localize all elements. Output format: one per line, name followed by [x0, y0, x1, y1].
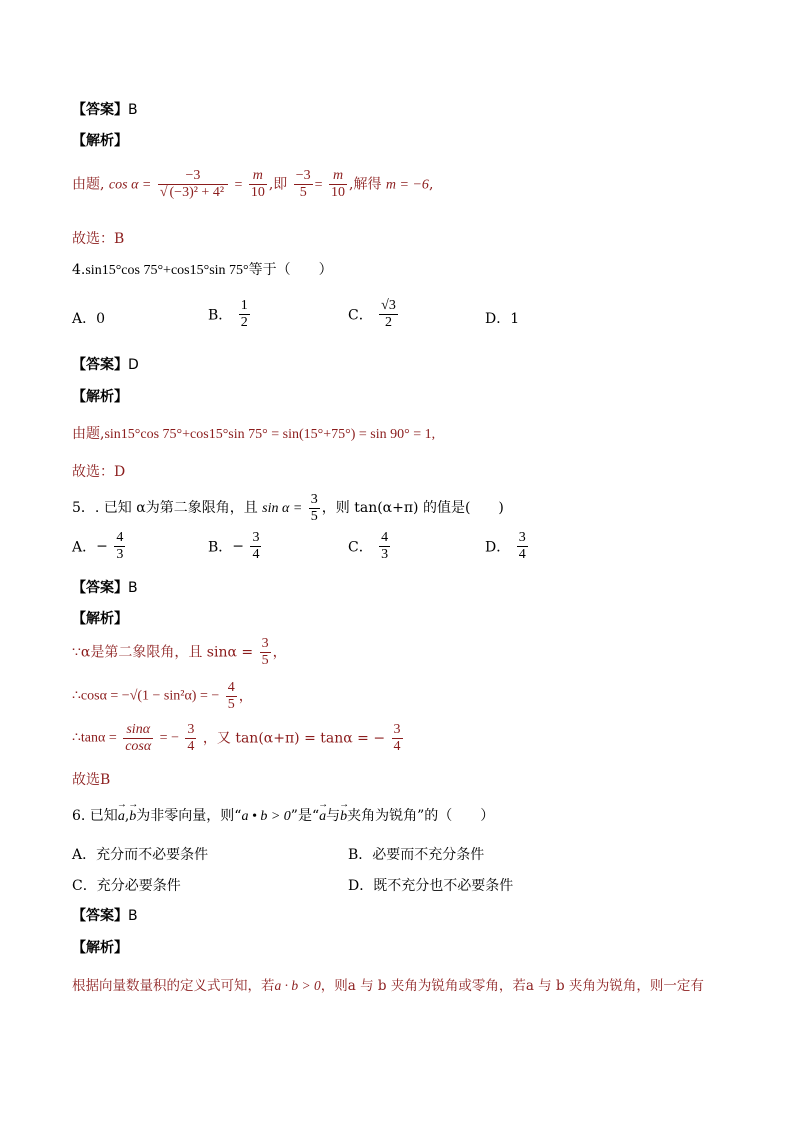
fraction-num: −3: [295, 168, 311, 183]
option-fraction: [379, 530, 390, 563]
q6-option-d: [348, 875, 513, 895]
fraction-den: 5: [310, 508, 318, 524]
fraction-num: sinα: [126, 722, 151, 737]
fraction-den: √ (−3)² + 4²: [158, 184, 228, 201]
fraction-den: 4: [187, 739, 195, 754]
q5-line3: [72, 722, 405, 755]
fraction-num: 1: [240, 298, 248, 313]
fraction-num: 4: [381, 530, 389, 545]
fraction-den: 4: [393, 739, 401, 754]
option-label: B．: [348, 847, 373, 863]
line-tail: ，: [238, 688, 253, 705]
vector-b: → b: [340, 807, 347, 827]
conj-text: ,即: [268, 176, 288, 193]
q4-stem: [72, 260, 333, 281]
line-text: ∴tanα =: [72, 730, 117, 746]
q5-option-b: [208, 530, 263, 563]
fraction-num: 3: [261, 636, 269, 651]
q5-stem: [72, 488, 504, 528]
answer-value: D: [128, 357, 139, 373]
answer-tag: 【答案】: [72, 908, 128, 924]
fraction-neg3-5: [294, 168, 313, 201]
q6-answer-line: [72, 906, 138, 926]
fraction-num: 4: [116, 530, 124, 545]
line-text: ∴cosα = −√(1 − sin²α) = −: [72, 688, 220, 704]
option-text: 充分而不必要条件: [96, 847, 209, 863]
option-value: 0: [96, 311, 106, 327]
stem-tail: 夹角为锐角”的（ ）: [347, 808, 495, 824]
stem-yu: 与: [326, 808, 341, 824]
solution-expr: sin15°cos 75°+cos15°sin 75° = sin(15°+75°) = sin 90° = 1,: [104, 427, 436, 442]
vector-b: → b: [129, 807, 136, 827]
option-fraction: [114, 530, 125, 563]
solution-intro: 由题,: [72, 176, 105, 193]
option-text: 既不充分也不必要条件: [373, 878, 514, 894]
stem-text: 6. 已知: [72, 808, 118, 824]
analysis-text: 根据向量数量积的定义式可知，若: [72, 978, 275, 994]
fraction-den: 5: [294, 184, 313, 201]
q5-option-c: [348, 530, 392, 563]
line-text: ∵α是第二象限角，且 sinα =: [72, 644, 254, 661]
line-fraction: [260, 636, 271, 669]
dot-expr: a • b > 0: [241, 809, 291, 824]
stem-tail: ，则 tan(α+π) 的值是( ): [321, 500, 504, 516]
option-value: 1: [510, 311, 520, 327]
q3-choose: 故选：B: [72, 231, 125, 247]
line-tail: ，: [272, 644, 287, 661]
vector-a: → a: [319, 807, 326, 827]
option-label: C．: [348, 307, 373, 324]
option-label: A．: [72, 311, 97, 327]
q6-option-c: [72, 875, 181, 895]
line-fraction-c: [392, 722, 403, 755]
stem-expr: sin15°cos 75°+cos15°sin 75°: [85, 263, 249, 278]
answer-tag: 【答案】: [72, 357, 128, 373]
q4-option-d: [485, 308, 519, 328]
fraction-den: 4: [518, 547, 526, 562]
q4-answer-line: [72, 355, 139, 375]
analysis-text-b: ，则: [320, 978, 348, 994]
fraction-num: 3: [187, 722, 195, 737]
q4-option-b: [208, 298, 252, 331]
fraction-den: 2: [240, 315, 248, 330]
q3-answer-line: [72, 100, 138, 120]
solve-text: ,解得: [349, 176, 382, 193]
q5-line2: [72, 680, 253, 713]
fraction-cos: [158, 168, 228, 201]
fraction-num: 3: [252, 530, 260, 545]
option-label: D．: [485, 311, 511, 327]
fraction-den: 2: [379, 314, 398, 331]
fraction-num: 4: [227, 680, 235, 695]
vector-a: → a: [118, 807, 125, 827]
stem-text-c: ”是“: [290, 808, 320, 824]
line-fraction-b: [185, 722, 196, 755]
stem-fraction: [309, 492, 320, 525]
sin-alpha: sin α =: [262, 501, 303, 516]
analysis-text-c: a 与 b 夹角为锐角或零角，若: [347, 978, 526, 994]
option-sign: −: [232, 538, 245, 555]
q5-choose: 故选B: [72, 772, 111, 788]
q5-option-a: [72, 530, 127, 563]
cos-alpha: cos α =: [108, 177, 152, 193]
answer-tag: 【答案】: [72, 580, 128, 596]
fraction-den: 5: [227, 697, 235, 712]
fraction-m-10-b: [329, 168, 347, 201]
option-label: B．: [208, 307, 233, 324]
fraction-den: 3: [116, 547, 124, 562]
result-expr: m = −6: [385, 177, 429, 193]
answer-tag: 【答案】: [72, 102, 128, 118]
line-text-c: ，又 tan(α+π) = tanα = −: [202, 730, 386, 747]
q3-analysis-tag: 【解析】: [72, 133, 128, 149]
option-label: B．: [208, 539, 233, 556]
q5-option-d: [485, 530, 530, 563]
stem-tail: 等于（ ）: [248, 262, 333, 278]
q6-stem: [72, 806, 494, 827]
line-fraction: [123, 722, 153, 755]
fraction-den: 10: [250, 185, 265, 200]
q6-option-a: [72, 844, 208, 864]
answer-value: B: [128, 908, 138, 924]
option-sign: −: [96, 538, 108, 555]
answer-value: B: [128, 580, 138, 596]
trailing-comma: ,: [428, 176, 434, 193]
line-text-b: = −: [159, 730, 179, 746]
fraction-den: cosα: [125, 739, 152, 754]
root-expr: (−3)² + 4²: [169, 185, 225, 200]
option-label: D．: [348, 878, 374, 894]
stem-text-b: 为非零向量，则“: [136, 808, 242, 824]
fraction-num: −3: [185, 168, 201, 183]
q5-line1: [72, 636, 287, 669]
q4-option-a: [72, 308, 105, 328]
q6-option-b: [348, 844, 484, 864]
analysis-expr: a · b > 0: [274, 978, 321, 993]
option-text: 必要而不充分条件: [372, 847, 485, 863]
q5-analysis-tag: 【解析】: [72, 611, 128, 627]
q3-solution: 由题, cos α = $\frac{-3}{\text{√ (−3)² + 4²}}$ = $\frac{m}{10}$ ,即 $\frac{-3}{5}$ = $\frac{m}{10}$ ,解得 m = −6,: [72, 168, 434, 200]
answer-value: B: [128, 102, 138, 118]
fraction-den: 10: [331, 185, 346, 200]
fraction-num: 3: [310, 491, 318, 507]
fraction-num: √3: [381, 298, 396, 313]
option-label: A．: [72, 847, 97, 863]
option-fraction: [517, 530, 528, 563]
fraction-num: 3: [518, 530, 526, 545]
separator: ,: [124, 808, 130, 824]
option-label: C．: [348, 539, 373, 556]
q6-analysis: [72, 976, 704, 996]
q5-answer-line: [72, 578, 138, 598]
q4-solution: [72, 424, 435, 445]
option-label: C．: [72, 878, 97, 894]
fraction-den: 4: [252, 547, 260, 562]
option-fraction: [250, 530, 261, 563]
fraction-num: 3: [393, 722, 401, 737]
solution-intro: 由题,: [72, 426, 105, 442]
q4-choose: 故选：D: [72, 464, 126, 480]
fraction-m-10: [249, 168, 267, 201]
stem-text: 5．. 已知 α为第二象限角，且: [72, 500, 263, 516]
option-fraction: [239, 298, 250, 331]
option-fraction: [379, 298, 398, 331]
q6-analysis-tag: 【解析】: [72, 940, 128, 956]
q4-option-c: [348, 298, 400, 331]
fraction-num: m: [332, 168, 344, 183]
question-number: 4.: [72, 262, 86, 278]
fraction-num: m: [252, 168, 263, 183]
fraction-den: 5: [261, 653, 269, 668]
equals-sign: =: [234, 177, 243, 193]
fraction-den: 3: [381, 547, 389, 562]
analysis-text-d: a 与 b 夹角为锐角，则一定有: [525, 978, 704, 994]
option-label: D．: [485, 539, 511, 556]
option-label: A．: [72, 539, 97, 556]
option-text: 充分必要条件: [96, 878, 181, 894]
line-fraction: [226, 680, 237, 713]
q4-analysis-tag: 【解析】: [72, 389, 128, 405]
